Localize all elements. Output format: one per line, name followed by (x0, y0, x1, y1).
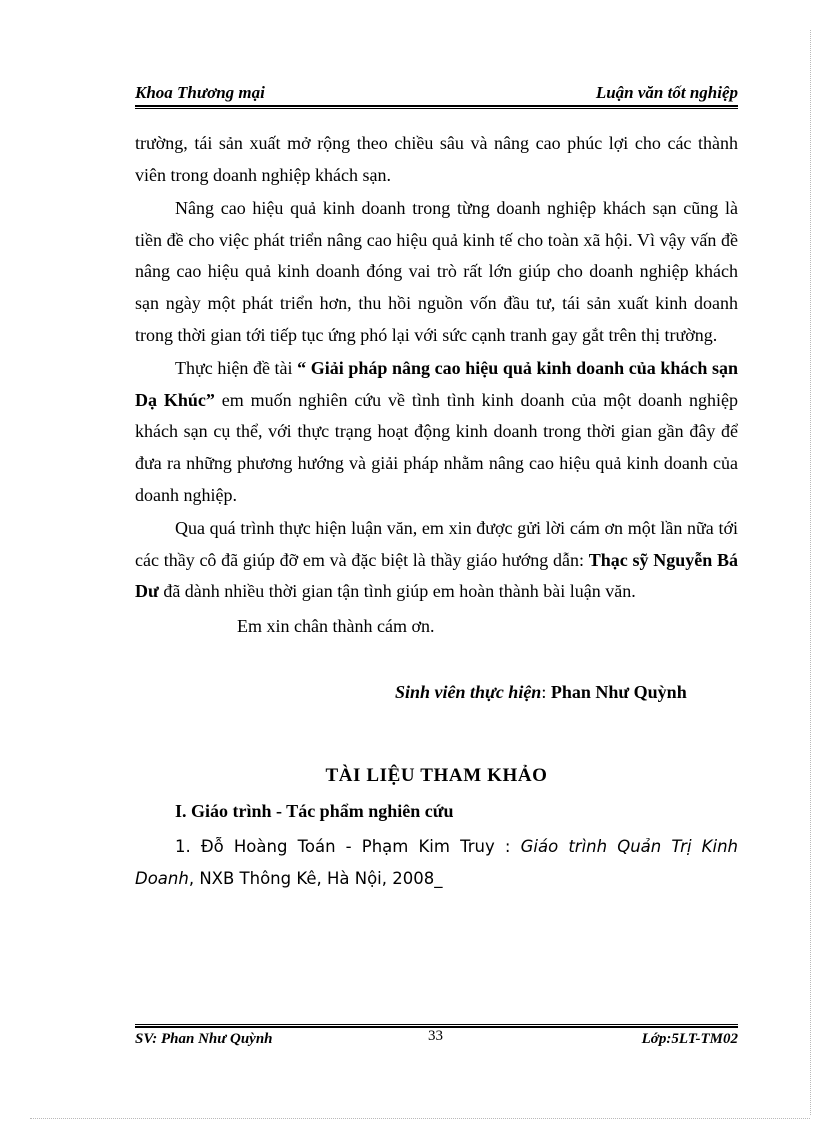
advisor-name: Thạc sỹ Nguyễn Bá Dư (135, 549, 738, 602)
page-border-right (810, 30, 811, 1115)
reference-book-title: Giáo trình Quản Trị Kinh Doanh (135, 837, 738, 889)
thanks-line: Em xin chân thành cám ơn. (237, 615, 435, 636)
footer-class: Lớp:5LT-TM02 (641, 1031, 738, 1047)
reference-item (135, 831, 738, 895)
header-doc-type: Luận văn tốt nghiệp (595, 83, 738, 102)
page-number: 33 (428, 1028, 443, 1044)
signature-separator: : (541, 681, 551, 702)
thesis-title: “ Giải pháp nâng cao hiệu quả kinh doanh của khách sạn Dạ Khúc” (135, 358, 738, 410)
page-header (135, 80, 738, 106)
paragraph-4-intro: Qua quá trình thực hiện luận văn, em xin được gửi lời cám ơn một lần nữa tới các thầy cô đã giúp đỡ em và đặc biệt là thầy giáo hướng dẫn: (135, 518, 738, 570)
reference-authors: 1. Đỗ Hoàng Toán - Phạm Kim Truy : (175, 837, 521, 857)
page-footer (135, 1028, 738, 1050)
page-border-bottom (30, 1118, 810, 1119)
footer-rule-thin (135, 1024, 738, 1025)
footer-student: SV: Phan Như Quỳnh (135, 1031, 273, 1047)
header-rule-thin (135, 108, 738, 109)
paragraph-2: Nâng cao hiệu quả kinh doanh trong từng doanh nghiệp khách sạn cũng là tiền đề cho việc phát triển nâng cao hiệu quả kinh tế cho toàn xã hội. Vì vậy vấn đề nâng cao hiệu quả kinh doanh đóng vai trò rất lớn giúp cho doanh nghiệp khách sạn ngày một phát triển hơn, thu hồi nguồn vốn đầu tư, tái sản xuất kinh doanh trong thời gian tới tiếp tục ứng phó lại với sức cạnh tranh gay gắt trên thị trường. (135, 198, 738, 345)
header-faculty: Khoa Thương mại (135, 83, 265, 102)
header-rule (135, 105, 738, 107)
paragraph-4-rest: đã dành nhiều thời gian tận tình giúp em hoàn thành bài luận văn. (158, 581, 636, 602)
paragraph-1: trường, tái sản xuất mở rộng theo chiều sâu và nâng cao phúc lợi cho các thành viên trong doanh nghiệp khách sạn. (135, 133, 738, 185)
reference-publisher: , NXB Thông Kê, Hà Nội, 2008_ (188, 869, 443, 889)
paragraph-4 (135, 513, 738, 608)
paragraph-3-intro: Thực hiện đề tài (175, 358, 298, 379)
references-title: TÀI LIỆU THAM KHẢO (325, 765, 548, 787)
signature-line (395, 677, 738, 709)
references-section-heading: I. Giáo trình - Tác phẩm nghiên cứu (175, 800, 454, 821)
paragraph-3 (135, 353, 738, 511)
main-text (135, 128, 738, 895)
signature-label: Sinh viên thực hiện (395, 681, 542, 702)
paragraph-3-rest: em muốn nghiên cứu về tình tình kinh doanh của một doanh nghiệp khách sạn cụ thể, với thực trạng hoạt động kinh doanh trong thời gian gần đây để đưa ra những phương hướng và giải pháp nhằm nâng cao hiệu quả kinh doanh của doanh nghiệp. (135, 389, 738, 505)
student-name: Phan Như Quỳnh (550, 681, 687, 702)
